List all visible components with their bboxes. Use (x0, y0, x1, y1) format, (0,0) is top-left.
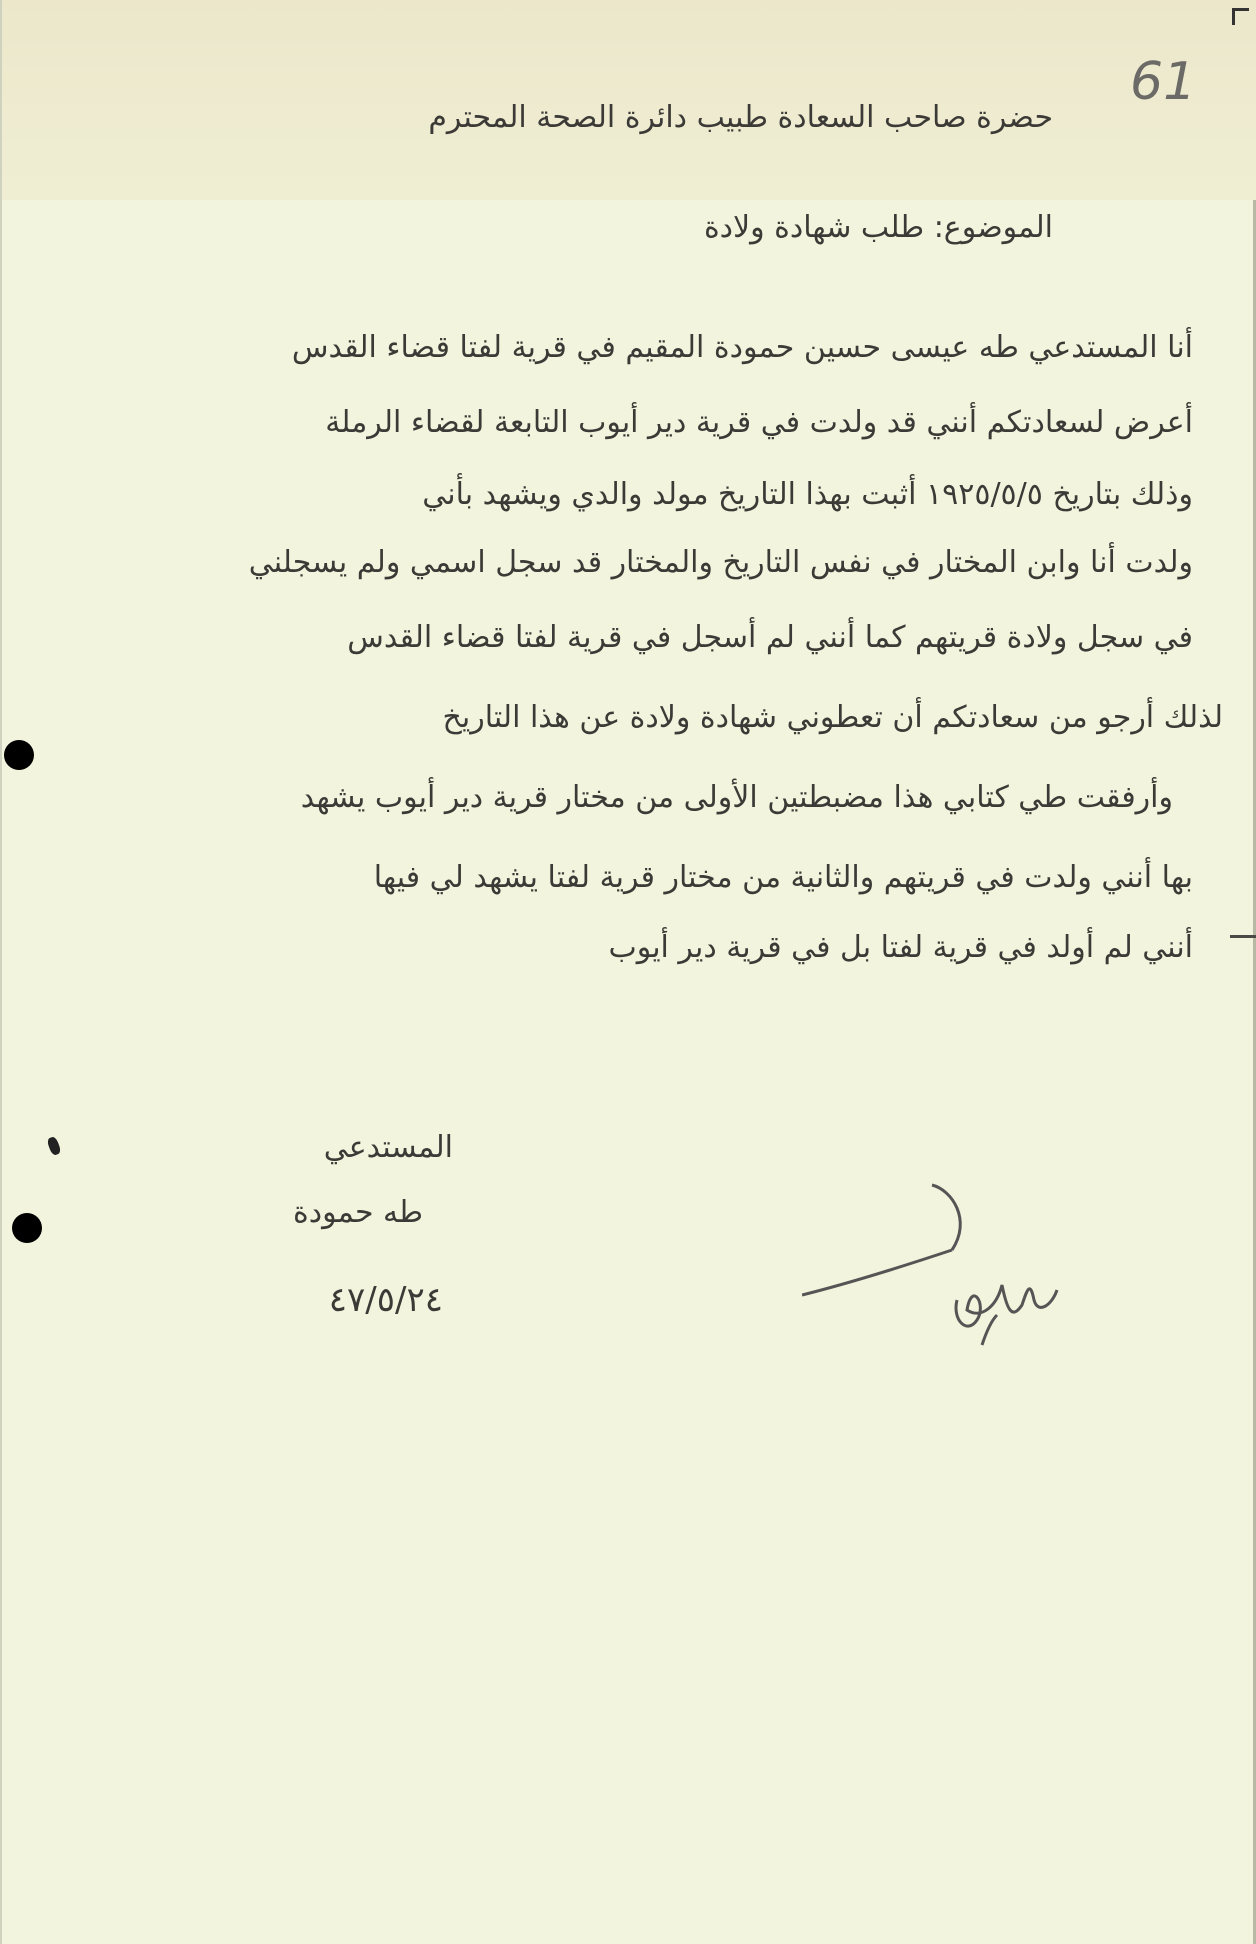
body-line: أنا المستدعي طه عيسى حسين حمودة المقيم في قرية لفتا قضاء القدس (291, 330, 1193, 365)
body-line: وذلك بتاريخ ١٩٢٥/٥/٥ أثبت بهذا التاريخ مولد والدي ويشهد بأني (422, 477, 1193, 512)
body-line: أنني لم أولد في قرية لفتا بل في قرية دير أيوب (608, 930, 1193, 965)
body-line: أعرض لسعادتكم أنني قد ولدت في قرية دير أيوب التابعة لقضاء الرملة (325, 405, 1193, 440)
handwritten-signature (802, 1170, 1082, 1360)
body-line: بها أنني ولدت في قريتهم والثانية من مختار قرية لفتا يشهد لي فيها (373, 860, 1193, 895)
salutation: حضرة صاحب السعادة طبيب دائرة الصحة المحترم (428, 100, 1053, 135)
body-line: لذلك أرجو من سعادتكم أن تعطوني شهادة ولادة عن هذا التاريخ (442, 700, 1223, 735)
page-number: 61 (1130, 52, 1197, 112)
punch-hole (4, 740, 34, 770)
signer-name: طه حمودة (293, 1195, 423, 1230)
signer-title: المستدعي (323, 1130, 453, 1165)
punch-hole (12, 1213, 42, 1243)
body-line: وأرفقت طي كتابي هذا مضبطتين الأولى من مختار قرية دير أيوب يشهد (300, 780, 1173, 815)
letter-date: ٤٧/٥/٢٤ (328, 1280, 443, 1320)
corner-mark (1232, 8, 1249, 25)
edge-mark (1230, 935, 1256, 938)
ink-mark (46, 1136, 62, 1156)
body-line: ولدت أنا وابن المختار في نفس التاريخ والمختار قد سجل اسمي ولم يسجلني (248, 545, 1193, 580)
body-line: في سجل ولادة قريتهم كما أنني لم أسجل في قرية لفتا قضاء القدس (347, 620, 1193, 655)
subject-line: الموضوع: طلب شهادة ولادة (703, 210, 1053, 245)
